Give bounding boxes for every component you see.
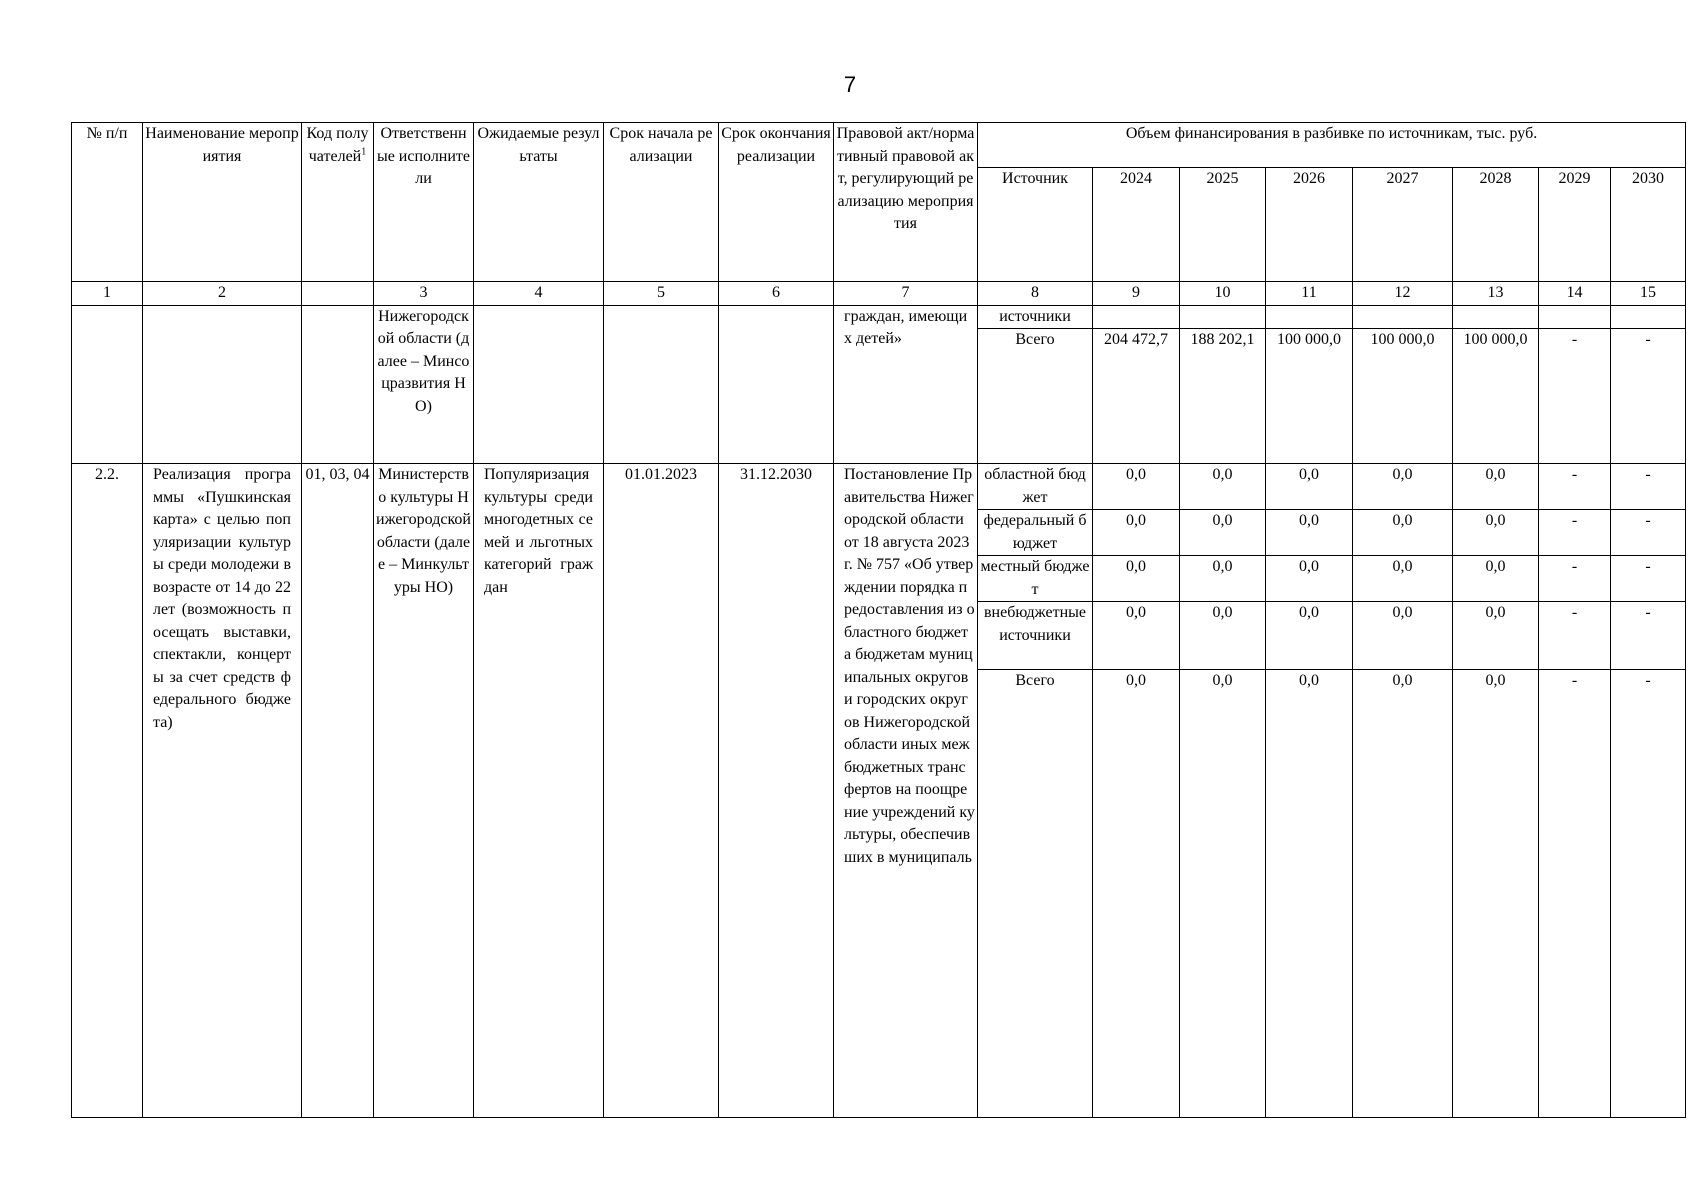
cont-value: [1539, 305, 1611, 329]
column-number: 9: [1093, 282, 1180, 306]
column-number: 12: [1353, 282, 1453, 306]
item-value: 0,0: [1093, 464, 1180, 510]
item-value: 0,0: [1180, 464, 1266, 510]
item-source: областной бюджет: [978, 464, 1093, 510]
header-code-footnote: 1: [361, 146, 367, 158]
header-legal: Правовой акт/нормативный правовой акт, регулирующий реализацию мероприятия: [834, 123, 978, 282]
item-value: -: [1539, 556, 1611, 602]
item-value: 0,0: [1093, 510, 1180, 556]
column-number: 1: [72, 282, 143, 306]
cont-legal: граждан, имеющих детей»: [834, 305, 978, 464]
item-value: 0,0: [1093, 556, 1180, 602]
cont-code: [302, 305, 374, 464]
item-value: 0,0: [1180, 602, 1266, 670]
item-responsible: Министерство культуры Нижегородской области (далее – Минкультуры НО): [374, 464, 474, 1118]
item-value: -: [1611, 602, 1686, 670]
column-number: [302, 282, 374, 306]
continuation-row: [72, 305, 1686, 329]
column-number: 4: [474, 282, 604, 306]
item-value: 0,0: [1353, 510, 1453, 556]
column-number: 11: [1266, 282, 1353, 306]
cont-num: [72, 305, 143, 464]
cont-value: [1353, 305, 1453, 329]
item-value: 0,0: [1353, 556, 1453, 602]
header-responsible: Ответственные исполнители: [374, 123, 474, 282]
item-value: 0,0: [1353, 464, 1453, 510]
item-name: Реализация программы «Пушкинская карта» с целью популяризации культуры среди молодежи в возрасте от 14 до 22 лет (возможность посещать выставки, спектакли, концерты за счет средств федерального бюджета): [143, 464, 302, 1118]
item-legal: Постановление Правительства Нижегородской области от 18 августа 2023 г. № 757 «Об утверждении порядка предоставления из областного бюджета бюджетам муниципальных округов и городских округов Нижегородской области иных межбюджетных трансфертов на поощрение учреждений культуры, обеспечивших в муниципаль: [834, 464, 978, 1118]
item-value: -: [1539, 464, 1611, 510]
item-source: федеральный бюджет: [978, 510, 1093, 556]
cont-source: источники: [978, 305, 1093, 329]
header-year: 2029: [1539, 168, 1611, 282]
cont-start: [604, 305, 719, 464]
column-number: 5: [604, 282, 719, 306]
item-number: 2.2.: [72, 464, 143, 1118]
cont-total-value: 100 000,0: [1266, 329, 1353, 464]
cont-responsible: Нижегородской области (далее – Минсоцразвития НО): [374, 305, 474, 464]
item-value: 0,0: [1453, 602, 1539, 670]
item-code: 01, 03, 04: [302, 464, 374, 1118]
header-code: [302, 123, 374, 282]
item-value: 0,0: [1266, 510, 1353, 556]
item-value: 0,0: [1093, 602, 1180, 670]
column-number: 7: [834, 282, 978, 306]
cont-total-value: 100 000,0: [1453, 329, 1539, 464]
header-code-text: Код получателей: [306, 125, 369, 165]
item-total-value: 0,0: [1093, 670, 1180, 1118]
item-value: -: [1611, 464, 1686, 510]
page-number: 7: [843, 72, 857, 97]
item-value: -: [1611, 510, 1686, 556]
column-number: 13: [1453, 282, 1539, 306]
item-value: -: [1611, 556, 1686, 602]
column-number: 10: [1180, 282, 1266, 306]
header-year: 2026: [1266, 168, 1353, 282]
cont-value: [1093, 305, 1180, 329]
header-year: 2028: [1453, 168, 1539, 282]
item-total-value: -: [1611, 670, 1686, 1118]
header-year: 2025: [1180, 168, 1266, 282]
cont-total-value: 188 202,1: [1180, 329, 1266, 464]
item-total-source: Всего: [978, 670, 1093, 1118]
item-results: Популяризация культуры среди многодетных семей и льготных категорий граждан: [474, 464, 604, 1118]
item-value: 0,0: [1453, 464, 1539, 510]
header-year: 2027: [1353, 168, 1453, 282]
column-number: 14: [1539, 282, 1611, 306]
item-total-value: 0,0: [1453, 670, 1539, 1118]
item-total-value: 0,0: [1266, 670, 1353, 1118]
header-name: Наименование мероприятия: [143, 123, 302, 282]
item-value: 0,0: [1353, 602, 1453, 670]
header-row-1: [72, 123, 1686, 168]
column-number: 15: [1611, 282, 1686, 306]
item-row-regional: [72, 464, 1686, 510]
item-total-value: 0,0: [1180, 670, 1266, 1118]
item-end: 31.12.2030: [719, 464, 834, 1118]
item-source: внебюджетные источники: [978, 602, 1093, 670]
item-total-value: 0,0: [1353, 670, 1453, 1118]
cont-total-value: 204 472,7: [1093, 329, 1180, 464]
cont-value: [1453, 305, 1539, 329]
funding-table: [71, 122, 1686, 1118]
cont-total-value: 100 000,0: [1353, 329, 1453, 464]
column-number-row: [72, 282, 1686, 306]
item-total-value: -: [1539, 670, 1611, 1118]
item-value: 0,0: [1180, 556, 1266, 602]
cont-total-value: -: [1539, 329, 1611, 464]
header-year: 2030: [1611, 168, 1686, 282]
cont-total-source: Всего: [978, 329, 1093, 464]
cont-value: [1266, 305, 1353, 329]
header-end: Срок окончания реализации: [719, 123, 834, 282]
item-value: 0,0: [1266, 556, 1353, 602]
item-value: -: [1539, 602, 1611, 670]
header-results: Ожидаемые результаты: [474, 123, 604, 282]
item-value: -: [1539, 510, 1611, 556]
cont-results: [474, 305, 604, 464]
item-value: 0,0: [1266, 602, 1353, 670]
cont-total-value: -: [1611, 329, 1686, 464]
header-num: № п/п: [72, 123, 143, 282]
cont-name: [143, 305, 302, 464]
header-start: Срок начала реализации: [604, 123, 719, 282]
item-value: 0,0: [1180, 510, 1266, 556]
header-source: Источник: [978, 168, 1093, 282]
cont-value: [1611, 305, 1686, 329]
item-value: 0,0: [1453, 510, 1539, 556]
item-source: местный бюджет: [978, 556, 1093, 602]
cont-end: [719, 305, 834, 464]
column-number: 8: [978, 282, 1093, 306]
header-year: 2024: [1093, 168, 1180, 282]
column-number: 3: [374, 282, 474, 306]
column-number: 2: [143, 282, 302, 306]
header-funding: Объем финансирования в разбивке по источникам, тыс. руб.: [978, 123, 1686, 168]
cont-value: [1180, 305, 1266, 329]
item-value: 0,0: [1266, 464, 1353, 510]
item-value: 0,0: [1453, 556, 1539, 602]
column-number: 6: [719, 282, 834, 306]
item-start: 01.01.2023: [604, 464, 719, 1118]
